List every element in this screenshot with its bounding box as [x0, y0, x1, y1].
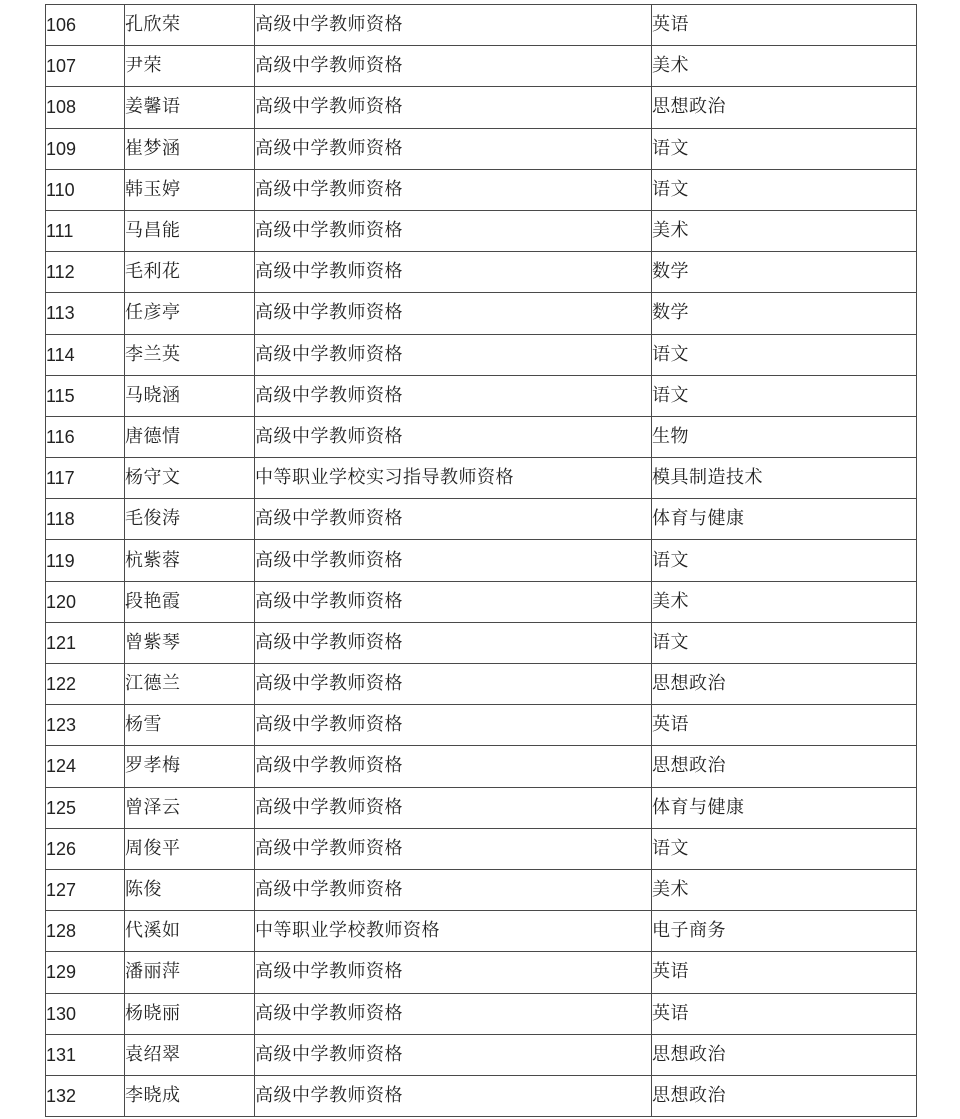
row-number: 112 — [46, 252, 125, 293]
subject-name: 思想政治 — [652, 87, 917, 128]
row-number: 117 — [46, 458, 125, 499]
table-row — [46, 334, 917, 375]
row-number: 120 — [46, 581, 125, 622]
row-number: 119 — [46, 540, 125, 581]
teacher-name: 姜馨语 — [125, 87, 255, 128]
teacher-name: 罗孝梅 — [125, 746, 255, 787]
qualification-type: 高级中学教师资格 — [255, 375, 652, 416]
teacher-name: 李兰英 — [125, 334, 255, 375]
table-row — [46, 87, 917, 128]
table-row — [46, 458, 917, 499]
teacher-name: 代溪如 — [125, 911, 255, 952]
row-number: 128 — [46, 911, 125, 952]
table-row — [46, 293, 917, 334]
table-row — [46, 581, 917, 622]
row-number: 116 — [46, 416, 125, 457]
subject-name: 生物 — [652, 416, 917, 457]
table-row — [46, 664, 917, 705]
row-number: 132 — [46, 1075, 125, 1116]
subject-name: 语文 — [652, 622, 917, 663]
qualification-type: 高级中学教师资格 — [255, 705, 652, 746]
table-row — [46, 1075, 917, 1116]
table-body — [46, 5, 917, 1117]
teacher-name: 唐德情 — [125, 416, 255, 457]
subject-name: 思想政治 — [652, 664, 917, 705]
subject-name: 英语 — [652, 5, 917, 46]
qualification-type: 中等职业学校实习指导教师资格 — [255, 458, 652, 499]
row-number: 106 — [46, 5, 125, 46]
qualification-type: 高级中学教师资格 — [255, 210, 652, 251]
teacher-name: 崔梦涵 — [125, 128, 255, 169]
subject-name: 语文 — [652, 540, 917, 581]
qualification-type: 高级中学教师资格 — [255, 46, 652, 87]
table-row — [46, 869, 917, 910]
qualification-type: 中等职业学校教师资格 — [255, 911, 652, 952]
qualification-type: 高级中学教师资格 — [255, 540, 652, 581]
subject-name: 语文 — [652, 828, 917, 869]
teacher-name: 江德兰 — [125, 664, 255, 705]
subject-name: 英语 — [652, 993, 917, 1034]
teacher-name: 陈俊 — [125, 869, 255, 910]
row-number: 123 — [46, 705, 125, 746]
table-row — [46, 210, 917, 251]
teacher-name: 段艳霞 — [125, 581, 255, 622]
qualification-type: 高级中学教师资格 — [255, 993, 652, 1034]
row-number: 129 — [46, 952, 125, 993]
subject-name: 英语 — [652, 705, 917, 746]
table-row — [46, 1034, 917, 1075]
row-number: 113 — [46, 293, 125, 334]
subject-name: 数学 — [652, 293, 917, 334]
qualification-type: 高级中学教师资格 — [255, 5, 652, 46]
row-number: 126 — [46, 828, 125, 869]
subject-name: 模具制造技术 — [652, 458, 917, 499]
teacher-name: 毛利花 — [125, 252, 255, 293]
row-number: 130 — [46, 993, 125, 1034]
teacher-name: 袁绍翠 — [125, 1034, 255, 1075]
table-row — [46, 746, 917, 787]
qualification-type: 高级中学教师资格 — [255, 664, 652, 705]
subject-name: 美术 — [652, 581, 917, 622]
row-number: 118 — [46, 499, 125, 540]
subject-name: 美术 — [652, 869, 917, 910]
row-number: 125 — [46, 787, 125, 828]
table-row — [46, 128, 917, 169]
row-number: 110 — [46, 169, 125, 210]
subject-name: 美术 — [652, 46, 917, 87]
subject-name: 思想政治 — [652, 1034, 917, 1075]
table-row — [46, 252, 917, 293]
teacher-name: 李晓成 — [125, 1075, 255, 1116]
qualification-type: 高级中学教师资格 — [255, 169, 652, 210]
row-number: 111 — [46, 210, 125, 251]
qualification-type: 高级中学教师资格 — [255, 952, 652, 993]
teacher-name: 孔欣荣 — [125, 5, 255, 46]
row-number: 107 — [46, 46, 125, 87]
subject-name: 语文 — [652, 128, 917, 169]
teacher-name: 曾紫琴 — [125, 622, 255, 663]
teacher-name: 任彦亭 — [125, 293, 255, 334]
teacher-name: 潘丽萍 — [125, 952, 255, 993]
teacher-qualification-table — [45, 4, 917, 1117]
row-number: 131 — [46, 1034, 125, 1075]
subject-name: 思想政治 — [652, 1075, 917, 1116]
teacher-name: 杨雪 — [125, 705, 255, 746]
qualification-type: 高级中学教师资格 — [255, 1034, 652, 1075]
qualification-type: 高级中学教师资格 — [255, 787, 652, 828]
table-row — [46, 705, 917, 746]
subject-name: 数学 — [652, 252, 917, 293]
table-row — [46, 911, 917, 952]
qualification-type: 高级中学教师资格 — [255, 416, 652, 457]
table-row — [46, 375, 917, 416]
teacher-name: 韩玉婷 — [125, 169, 255, 210]
subject-name: 体育与健康 — [652, 499, 917, 540]
qualification-type: 高级中学教师资格 — [255, 746, 652, 787]
teacher-name: 马晓涵 — [125, 375, 255, 416]
subject-name: 体育与健康 — [652, 787, 917, 828]
table-row — [46, 540, 917, 581]
row-number: 124 — [46, 746, 125, 787]
subject-name: 语文 — [652, 375, 917, 416]
teacher-name: 曾泽云 — [125, 787, 255, 828]
table-row — [46, 169, 917, 210]
table-row — [46, 46, 917, 87]
qualification-type: 高级中学教师资格 — [255, 869, 652, 910]
table-row — [46, 787, 917, 828]
teacher-name: 杨晓丽 — [125, 993, 255, 1034]
subject-name: 美术 — [652, 210, 917, 251]
qualification-type: 高级中学教师资格 — [255, 499, 652, 540]
teacher-name: 尹荣 — [125, 46, 255, 87]
qualification-type: 高级中学教师资格 — [255, 293, 652, 334]
teacher-name: 杭紫蓉 — [125, 540, 255, 581]
row-number: 122 — [46, 664, 125, 705]
teacher-name: 毛俊涛 — [125, 499, 255, 540]
table-row — [46, 952, 917, 993]
subject-name: 电子商务 — [652, 911, 917, 952]
qualification-type: 高级中学教师资格 — [255, 252, 652, 293]
qualification-type: 高级中学教师资格 — [255, 1075, 652, 1116]
subject-name: 语文 — [652, 169, 917, 210]
teacher-name: 周俊平 — [125, 828, 255, 869]
table-row — [46, 622, 917, 663]
subject-name: 语文 — [652, 334, 917, 375]
qualification-type: 高级中学教师资格 — [255, 581, 652, 622]
qualification-type: 高级中学教师资格 — [255, 128, 652, 169]
qualification-type: 高级中学教师资格 — [255, 334, 652, 375]
qualification-type: 高级中学教师资格 — [255, 828, 652, 869]
table-row — [46, 5, 917, 46]
row-number: 121 — [46, 622, 125, 663]
teacher-name: 杨守文 — [125, 458, 255, 499]
subject-name: 思想政治 — [652, 746, 917, 787]
teacher-name: 马昌能 — [125, 210, 255, 251]
table-row — [46, 416, 917, 457]
table-row — [46, 993, 917, 1034]
row-number: 109 — [46, 128, 125, 169]
table-row — [46, 828, 917, 869]
qualification-type: 高级中学教师资格 — [255, 87, 652, 128]
row-number: 114 — [46, 334, 125, 375]
row-number: 115 — [46, 375, 125, 416]
qualification-type: 高级中学教师资格 — [255, 622, 652, 663]
subject-name: 英语 — [652, 952, 917, 993]
row-number: 127 — [46, 869, 125, 910]
row-number: 108 — [46, 87, 125, 128]
table-row — [46, 499, 917, 540]
